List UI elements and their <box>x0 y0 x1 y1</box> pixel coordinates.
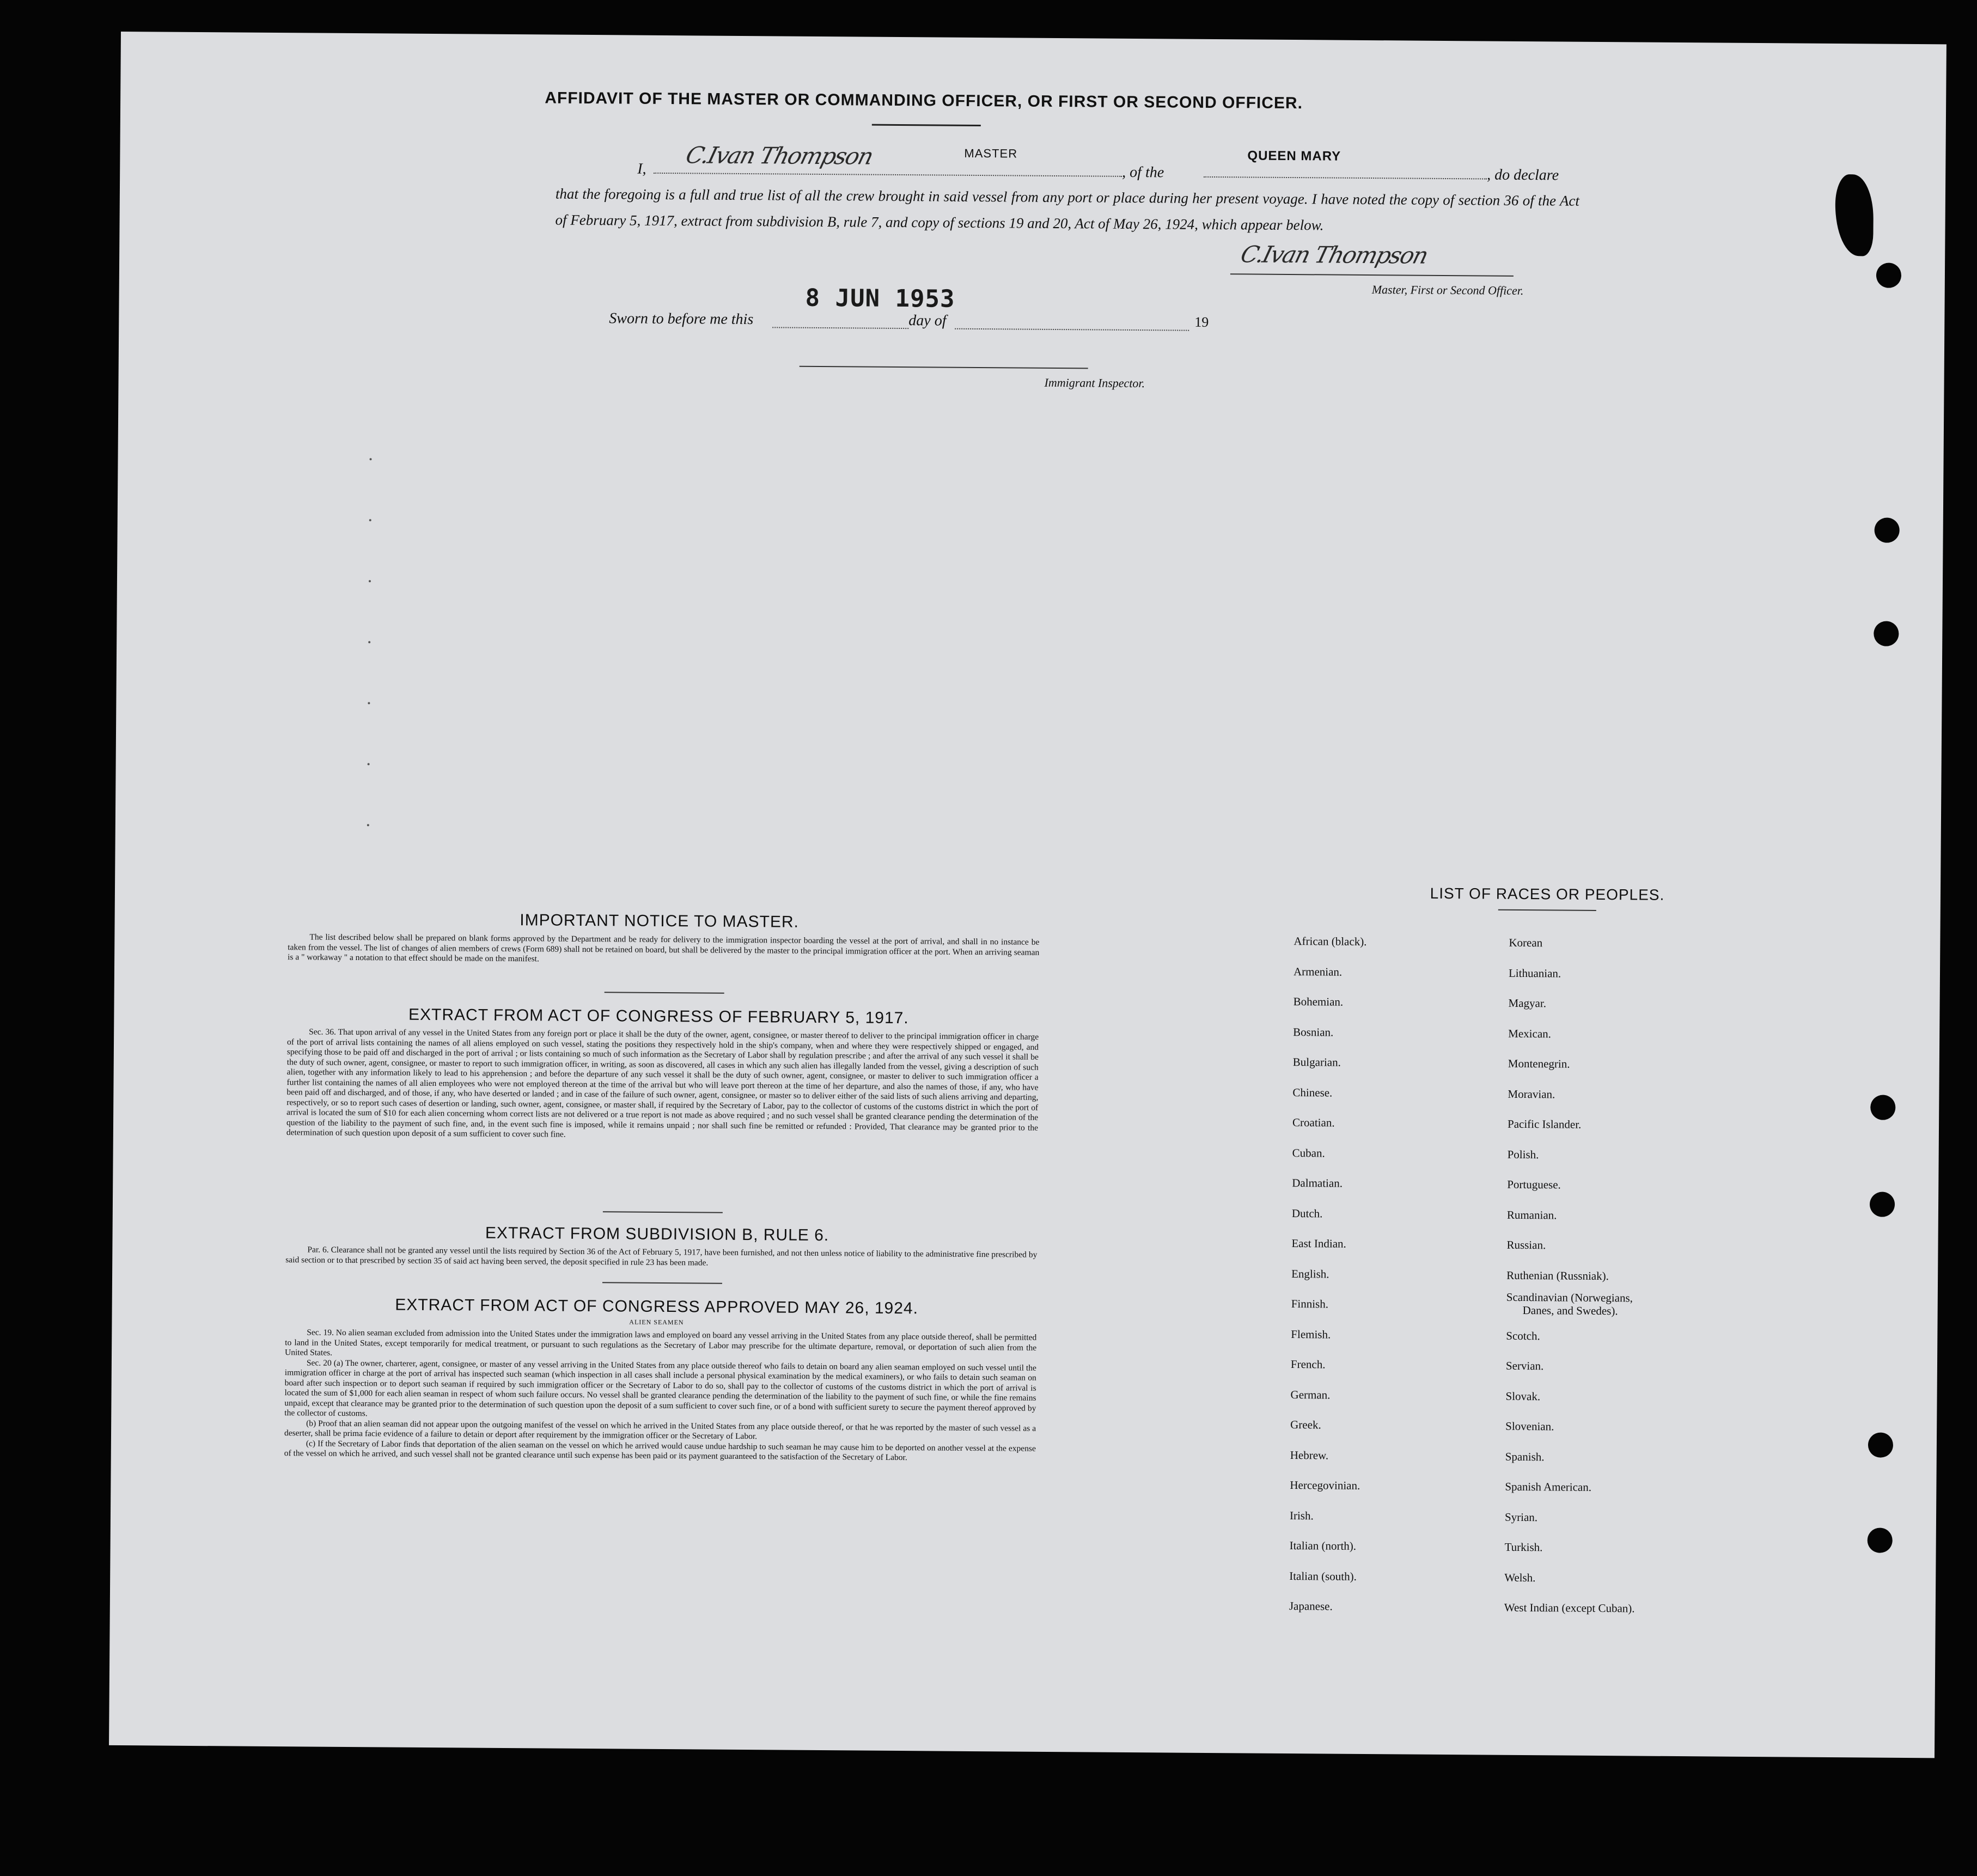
race-item <box>1506 1291 1790 1323</box>
day-of-text: day of <box>908 312 947 329</box>
race-item: Chinese. <box>1292 1085 1333 1099</box>
race-item: Ruthenian (Russniak). <box>1506 1268 1609 1282</box>
race-item: Bulgarian. <box>1292 1055 1341 1069</box>
margin-dot <box>367 824 369 826</box>
year-prefix: 19 <box>1194 314 1209 330</box>
extract-1924-body <box>284 1328 1037 1464</box>
sec20a-text: Sec. 20 (a) The owner, charterer, agent, consignee, or master of any vessel arriving in the United States from any place outside thereof who fails to detain on board any alien seaman employed on such vessel until the immigration officer in charge at the port of arrival has inspected such seaman (which inspection in all cases shall include a personal physical examination by the medical examiners), or who fails to detain such seaman on board after such inspection or to deport such seaman if required by such immigration officer or the Secretary of Labor to do so, shall pay to the collector of customs of the customs district in which the port of arrival is located the sum of $1,000 for each alien seaman in respect of whom such failure occurs. No vessel shall be granted clearance pending the determination of the liability to the payment of such fine, or while the fine remains unpaid, except that clearance may be granted prior to the determination of such question upon the deposit of a sum sufficient to cover such fine, or of a bond with sufficient surety to secure the payment thereof approved by the collector of customs. <box>284 1358 1036 1419</box>
punch-hole <box>1870 1095 1895 1120</box>
race-item: Bohemian. <box>1293 995 1344 1009</box>
race-item-scandinavian-cont: Danes, and Swedes). <box>1522 1304 1618 1318</box>
extract-1917-title: EXTRACT FROM ACT OF CONGRESS OF FEBRUARY 5, 1917. <box>408 1005 909 1028</box>
margin-dot <box>369 519 371 521</box>
margin-dot <box>368 763 370 765</box>
name-line <box>654 172 1122 177</box>
races-divider <box>1498 909 1596 911</box>
punch-hole <box>1868 1432 1893 1457</box>
race-item: Slovak. <box>1505 1389 1541 1403</box>
race-item: Hercegovinian. <box>1290 1478 1360 1492</box>
extract-1924-subtitle: ALIEN SEAMEN <box>629 1318 684 1327</box>
rule6-divider <box>602 1282 722 1284</box>
race-item: Irish. <box>1289 1508 1314 1522</box>
extract-1917-divider <box>603 1211 723 1213</box>
master-annotation: MASTER <box>964 146 1018 161</box>
race-item: Portuguese. <box>1507 1177 1561 1191</box>
race-item: Slovenian. <box>1505 1419 1554 1433</box>
affidavit-title: AFFIDAVIT OF THE MASTER OR COMMANDING OFFICER, OR FIRST OR SECOND OFFICER. <box>545 89 1303 113</box>
declaration-prefix: I, <box>637 160 646 178</box>
notice-title: IMPORTANT NOTICE TO MASTER. <box>520 911 800 931</box>
race-item-scandinavian: Scandinavian (Norwegians, <box>1506 1290 1633 1305</box>
inspector-caption: Immigrant Inspector. <box>1044 375 1145 390</box>
sworn-text: Sworn to before me this <box>609 310 754 328</box>
margin-dot <box>368 641 370 643</box>
race-item: English. <box>1291 1267 1329 1281</box>
race-item: Bosnian. <box>1293 1025 1334 1039</box>
margin-dot <box>368 702 370 704</box>
vessel-line <box>1204 175 1487 180</box>
race-item: Greek. <box>1290 1418 1321 1432</box>
race-item: Finnish. <box>1291 1297 1329 1311</box>
race-item: Russian. <box>1506 1238 1546 1252</box>
sec20b-text: (b) Proof that an alien seaman did not appear upon the outgoing manifest of the vessel on which he arrived in the United States from any place outside thereof, or that he was reported by the master of such vessel as a deserter, shall be prima facie evidence of a failure to detain or deport after requirement by the immigration officer or the Secretary of Labor. <box>284 1418 1036 1441</box>
do-declare-text: , do declare <box>1487 166 1559 184</box>
race-item: Syrian. <box>1504 1510 1538 1524</box>
race-item: Montenegrin. <box>1508 1056 1570 1071</box>
punch-hole <box>1870 1191 1895 1217</box>
extract-1924-title: EXTRACT FROM ACT OF CONGRESS APPROVED MAY 26, 1924. <box>395 1296 919 1318</box>
master-name-signature: C.Ivan Thompson <box>683 142 876 170</box>
officer-signature-line <box>1230 273 1514 277</box>
race-item: Croatian. <box>1292 1116 1335 1129</box>
race-item: Hebrew. <box>1290 1448 1329 1462</box>
race-item: Rumanian. <box>1506 1208 1557 1221</box>
race-item: German. <box>1290 1388 1331 1402</box>
race-item: Mexican. <box>1508 1026 1552 1040</box>
race-item: West Indian (except Cuban). <box>1504 1600 1635 1615</box>
race-item: Dalmatian. <box>1292 1176 1343 1190</box>
extract-1917-body: Sec. 36. That upon arrival of any vessel in the United States from any foreign port or place it shall be the duty of the owner, agent, consignee, or master thereof to deliver to the principal immigration officer in charge of the port of arrival lists containing the names of all aliens employed on such vessel, stating the positions they respectively hold in the ship's company, when and where they were respectively shipped or engaged, and specifying those to be paid off and discharged in the port of arrival ; or lists containing so much of such information as the Secretary of Labor shall by regulation prescribe ; and after the arrival of any such vessel it shall be the duty of such owner, agent, consignee, or master to report to such immigration officer, in writing, as soon as discovered, all cases in which any such alien has illegally landed from the vessel, giving a description of such alien, together with any information likely to lead to his apprehension ; and before the departure of any such vessel it shall be the duty of such owner, agent, consignee, or master to deliver to such immigration officer a further list containing the names of all alien employees who were not employed thereon at the time of the arrival but who will leave port thereon at the time of her departure, and also the names of those, if any, who have been paid off and discharged, and of those, if any, who have deserted or landed ; and in case of the failure of such owner, agent, consignee, or master so to deliver either of the said lists of such aliens arriving and departing, respectively, or so to report such cases of desertion or landing, such owner, agent, consignee, or master shall, if required by the Secretary of Labor, pay to the collector of customs of the customs district in which the port of arrival is located the sum of $10 for each alien concerning whom correct lists are not delivered or a true report is not made as above required ; and no such vessel shall be granted clearance pending the determination of the question of the liability to the payment of such fine, and, in the event such fine is imposed, while it remains unpaid ; nor shall such fine be remitted or refunded : Provided, That clearance may be granted prior to the determination of such question upon deposit of a sum sufficient to cover such fine. <box>286 1027 1039 1139</box>
race-item: Japanese. <box>1289 1599 1333 1613</box>
race-item: Lithuanian. <box>1508 966 1561 980</box>
race-item: Korean <box>1509 936 1543 950</box>
sec20c-text: (c) If the Secretary of Labor finds that deportation of the alien seaman on the vessel on which he arrived would cause undue hardship to such seaman he may cause him to be deported on another vessel at the expense of the vessel on which he arrived, and such vessel shall not be granted clearance until such expense has been paid or its payment guaranteed to the satisfaction of the Secretary of Labor. <box>284 1438 1036 1463</box>
date-stamp: 8 JUN 1953 <box>805 284 955 313</box>
officer-signature: C.Ivan Thompson <box>1237 241 1431 269</box>
document-sheet <box>109 32 1947 1758</box>
officer-caption: Master, First or Second Officer. <box>1371 283 1524 297</box>
race-item: African (black). <box>1293 934 1367 949</box>
rule6-body: Par. 6. Clearance shall not be granted any vessel until the lists required by Section 36 of the Act of February 5, 1917, have been furnished, and not then unless notice of liability to the administrative fine prescribed by said section or to that prescribed by section 35 of said act having been served, the deposit specified in rule 23 has been made. <box>285 1245 1038 1268</box>
race-item: Spanish American. <box>1505 1480 1592 1494</box>
race-item: Cuban. <box>1292 1146 1325 1159</box>
races-right-column <box>1504 928 1792 1625</box>
race-item: French. <box>1290 1358 1326 1371</box>
day-line <box>772 326 908 329</box>
races-left-column <box>1289 926 1501 1623</box>
title-divider <box>872 124 981 126</box>
race-item: Turkish. <box>1504 1540 1543 1554</box>
of-the-text: , of the <box>1122 163 1164 181</box>
notice-divider <box>605 992 724 994</box>
race-item: Moravian. <box>1508 1087 1555 1101</box>
margin-dot <box>369 580 371 582</box>
notice-body: The list described below shall be prepared on blank forms approved by the Department and be ready for delivery to the immigration inspector boarding the vessel at the port of arrival, and shall in no instance be taken from the vessel. The list of changes of alien members of crews (Form 689) shall not be retained on board, but shall be delivered by the master to the principal immigration officer at the port. When an arriving seaman is a " workaway " a notation to that effect should be made on the manifest. <box>288 932 1040 964</box>
punch-hole <box>1868 1527 1893 1553</box>
inspector-signature-line <box>800 366 1088 369</box>
torn-corner-mark <box>1835 174 1874 256</box>
race-item: Servian. <box>1505 1359 1544 1373</box>
race-item: Polish. <box>1507 1147 1539 1161</box>
race-item: Spanish. <box>1505 1450 1545 1463</box>
margin-dot <box>370 458 372 460</box>
punch-hole <box>1876 263 1901 288</box>
race-item: Armenian. <box>1293 964 1343 979</box>
punch-hole <box>1875 518 1900 543</box>
races-title: LIST OF RACES OR PEOPLES. <box>1430 884 1665 903</box>
race-item: East Indian. <box>1291 1237 1346 1250</box>
sec19-text: Sec. 19. No alien seaman excluded from admission into the United States under the immigration laws and employed on board any vessel arriving in the United States from any place outside thereof, shall be permitted to land in the United States, except temporarily for medical treatment, or pursuant to such regulations as the Secretary of Labor may prescribe for the ultimate departure, removal, or deportation of such alien from the United States. <box>285 1328 1037 1358</box>
race-item: Flemish. <box>1291 1327 1331 1341</box>
race-item: Dutch. <box>1291 1206 1323 1220</box>
race-item: Scotch. <box>1506 1329 1540 1342</box>
race-item: Welsh. <box>1504 1571 1536 1584</box>
month-line <box>955 327 1189 331</box>
rule6-title: EXTRACT FROM SUBDIVISION B, RULE 6. <box>485 1224 829 1245</box>
race-item: Pacific Islander. <box>1507 1117 1582 1131</box>
race-item: Italian (north). <box>1289 1539 1357 1553</box>
punch-hole <box>1874 621 1899 646</box>
race-item: Magyar. <box>1508 996 1547 1010</box>
vessel-name: QUEEN MARY <box>1247 148 1341 164</box>
declaration-text: that the foregoing is a full and true list of all the crew brought in said vessel from any port or place during her present voyage. I have noted the copy of section 36 of the Act of February 5, 1917, extract from subdivision B, rule 7, and copy of sections 19 and 20, Act of May 26, 1924, which appear below. <box>555 185 1580 234</box>
race-item: Italian (south). <box>1289 1569 1357 1583</box>
